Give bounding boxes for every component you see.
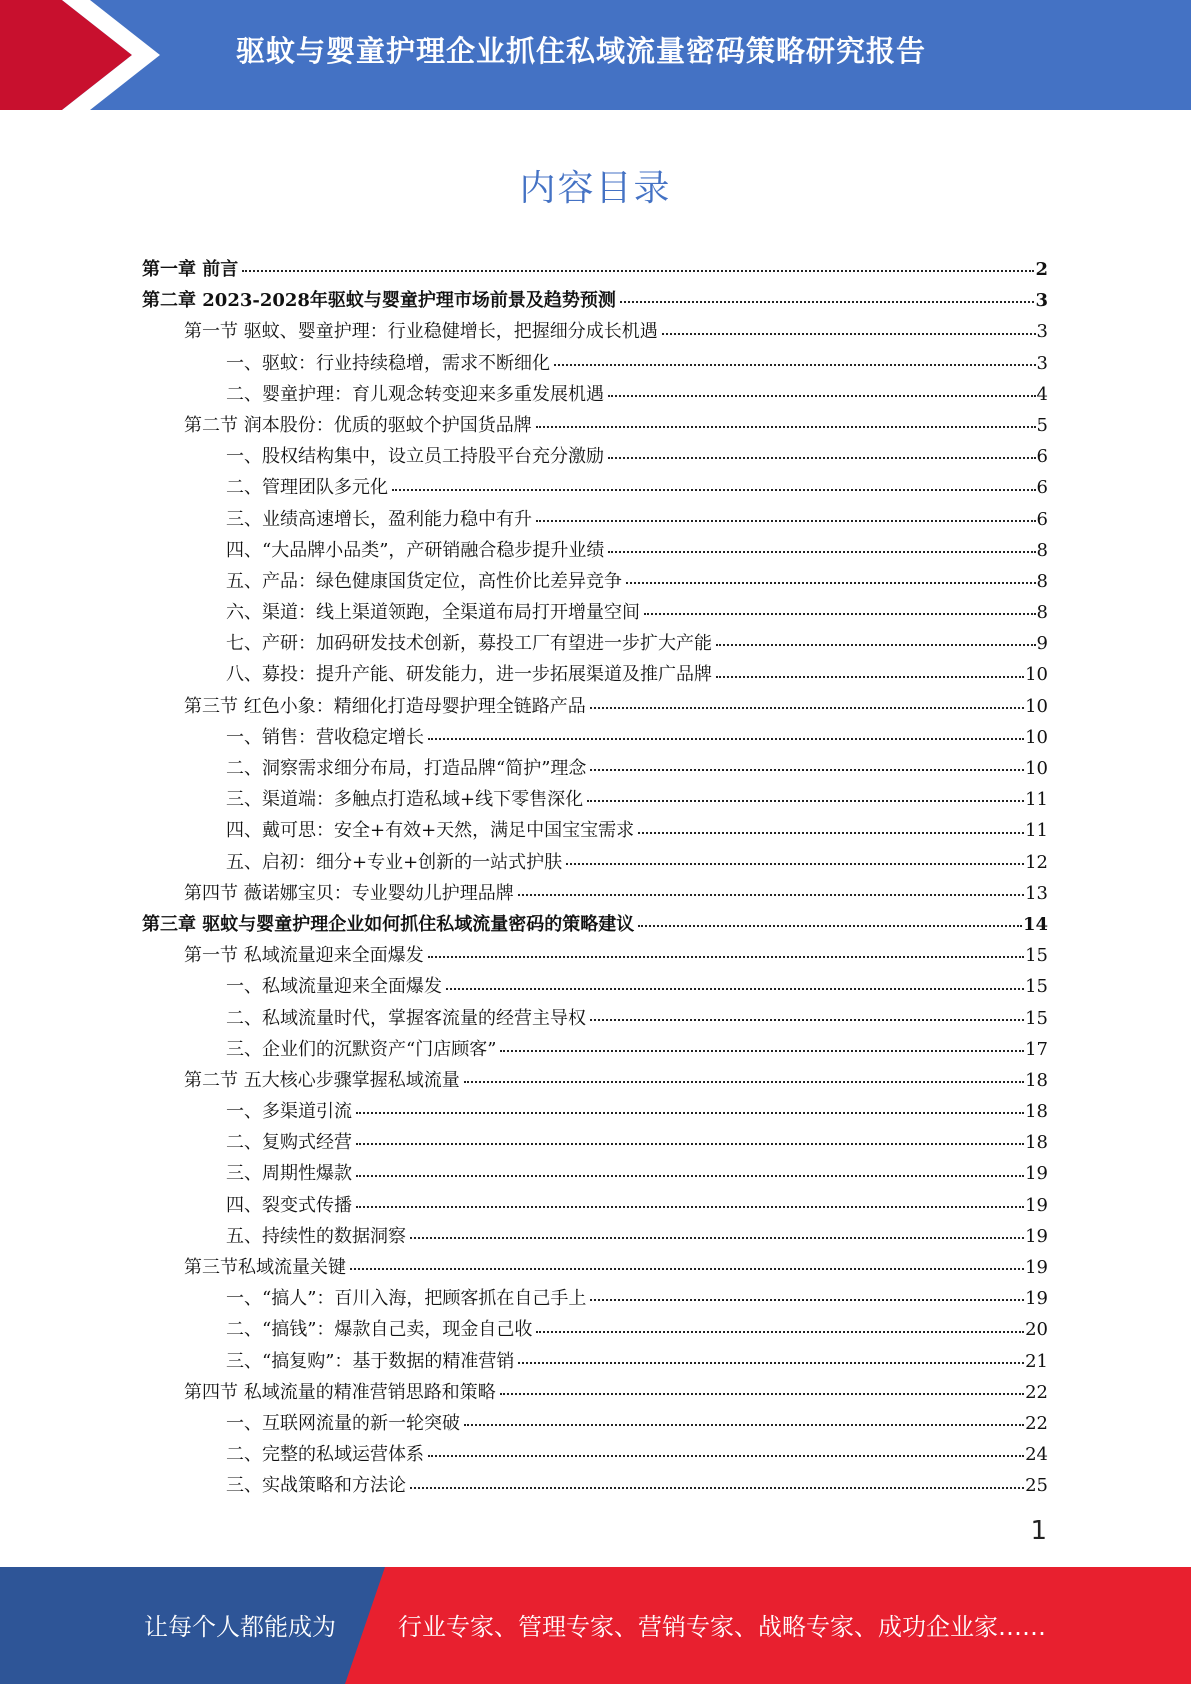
toc-entry-page: 20: [1025, 1319, 1048, 1341]
toc-entry-title: 三、实战策略和方法论: [226, 1475, 406, 1497]
report-title: 驱蚊与婴童护理企业抓住私域流量密码策略研究报告: [236, 34, 927, 68]
toc-entry-page: 22: [1025, 1381, 1048, 1403]
toc-entry[interactable]: [142, 753, 1048, 784]
toc-entry-page: 5: [1036, 414, 1048, 436]
toc-leader-dots: [644, 613, 1036, 615]
toc-entry-title: 二、私域流量时代，掌握客流量的经营主导权: [226, 1007, 586, 1029]
toc-leader-dots: [356, 1112, 1024, 1114]
toc-leader-dots: [536, 520, 1036, 522]
toc-entry-page: 11: [1025, 820, 1048, 842]
toc-leader-dots: [590, 707, 1024, 709]
toc-leader-dots: [356, 1143, 1024, 1145]
toc-entry-page: 19: [1025, 1257, 1048, 1278]
toc-entry-title: 七、产研：加码研发技术创新，募投工厂有望进一步扩大产能: [226, 633, 712, 655]
toc-leader-dots: [356, 1175, 1024, 1177]
toc-leader-dots: [590, 1019, 1024, 1021]
toc-entry[interactable]: [142, 1377, 1048, 1408]
toc-leader-dots: [410, 1237, 1024, 1239]
toc-entry-title: 第二章 2023-2028年驱蚊与婴童护理市场前景及趋势预测: [142, 290, 616, 312]
footer-slogan-left: 让每个人都能成为: [144, 1613, 336, 1641]
toc-entry-title: 二、婴童护理：育儿观念转变迎来多重发展机遇: [226, 383, 604, 405]
toc-entry[interactable]: [142, 659, 1048, 690]
toc-entry-title: 一、驱蚊：行业持续稳增，需求不断细化: [226, 352, 550, 374]
toc-entry-title: 第一节 私域流量迎来全面爆发: [184, 945, 424, 967]
toc-entry-title: 一、多渠道引流: [226, 1101, 352, 1123]
toc-leader-dots: [500, 1393, 1024, 1395]
toc-entry-page: 17: [1025, 1038, 1048, 1060]
toc-entry-title: 第一节 驱蚊、婴童护理：行业稳健增长，把握细分成长机遇: [184, 321, 658, 343]
toc-leader-dots: [356, 1206, 1024, 1208]
toc-entry-page: 21: [1025, 1350, 1048, 1372]
toc-entry-title: 二、洞察需求细分布局，打造品牌“简护”理念: [226, 758, 587, 779]
toc-entry[interactable]: [142, 878, 1048, 909]
toc-leader-dots: [500, 1050, 1024, 1052]
toc-entry-title: 二、完整的私域运营体系: [226, 1444, 424, 1466]
toc-entry-page: 3: [1036, 321, 1048, 343]
toc-leader-dots: [620, 301, 1035, 303]
toc-entry[interactable]: [142, 628, 1048, 659]
toc-entry[interactable]: [142, 1408, 1048, 1439]
toc-entry-title: 六、渠道：线上渠道领跑，全渠道布局打开增量空间: [226, 602, 640, 624]
toc-entry-title: 一、私域流量迎来全面爆发: [226, 976, 442, 998]
toc-leader-dots: [536, 426, 1036, 428]
toc-entry-title: 五、启初：细分+专业+创新的一站式护肤: [226, 851, 563, 873]
toc-leader-dots: [716, 644, 1036, 646]
toc-entry[interactable]: [142, 784, 1048, 815]
header-arrow-decoration: [0, 0, 160, 110]
toc-entry-page: 10: [1025, 758, 1048, 779]
toc-entry-title: 二、管理团队多元化: [226, 477, 388, 499]
toc-entry-title: 三、“搞复购”：基于数据的精准营销: [226, 1350, 515, 1372]
toc-entry-title: 第三节 红色小象：精细化打造母婴护理全链路产品: [184, 695, 586, 717]
toc-entry[interactable]: [142, 1158, 1048, 1189]
toc-entry-title: 四、裂变式传播: [226, 1194, 352, 1216]
toc-entry[interactable]: [142, 815, 1048, 846]
toc-entry[interactable]: [142, 1221, 1048, 1252]
toc-entry-page: 8: [1036, 602, 1048, 624]
toc-leader-dots: [428, 1455, 1024, 1457]
toc-entry-page: 19: [1025, 1225, 1048, 1247]
toc-leader-dots: [518, 894, 1024, 896]
toc-leader-dots: [638, 925, 1022, 927]
toc-entry-title: 四、戴可思：安全+有效+天然，满足中国宝宝需求: [226, 820, 635, 842]
toc-entry-page: 22: [1025, 1412, 1048, 1434]
table-of-contents: [142, 254, 1048, 1502]
toc-entry[interactable]: [142, 909, 1048, 940]
page-number: 1: [1030, 1516, 1047, 1546]
toc-entry[interactable]: [142, 971, 1048, 1002]
toc-entry-page: 3: [1035, 290, 1048, 312]
toc-leader-dots: [608, 395, 1036, 397]
toc-entry-page: 6: [1036, 508, 1048, 530]
toc-entry-title: 一、股权结构集中，设立员工持股平台充分激励: [226, 446, 604, 468]
toc-entry-page: 19: [1025, 1288, 1048, 1310]
toc-entry-page: 10: [1025, 695, 1048, 717]
toc-entry-title: 一、“搞人”：百川入海，把顾客抓在自己手上: [226, 1288, 587, 1310]
toc-leader-dots: [350, 1268, 1024, 1270]
toc-entry-page: 12: [1025, 851, 1048, 873]
toc-entry[interactable]: [142, 1190, 1048, 1221]
toc-entry[interactable]: [142, 441, 1048, 472]
toc-entry[interactable]: [142, 285, 1048, 316]
toc-entry[interactable]: [142, 410, 1048, 441]
toc-entry-title: 第一章 前言: [142, 259, 239, 280]
footer-banner: [0, 1567, 1191, 1684]
toc-entry-title: 第二节 五大核心步骤掌握私域流量: [184, 1069, 460, 1091]
toc-entry-page: 6: [1036, 446, 1048, 468]
toc-entry-page: 9: [1036, 633, 1048, 655]
toc-entry-page: 11: [1025, 789, 1048, 811]
toc-entry-title: 五、持续性的数据洞察: [226, 1225, 406, 1247]
toc-entry-title: 第二节 润本股份：优质的驱蚊个护国货品牌: [184, 414, 532, 436]
toc-entry-page: 8: [1036, 539, 1048, 561]
toc-entry-page: 3: [1036, 352, 1048, 374]
toc-leader-dots: [392, 489, 1036, 491]
toc-leader-dots: [662, 333, 1036, 335]
toc-entry-page: 4: [1036, 383, 1048, 405]
toc-entry[interactable]: [142, 504, 1048, 535]
toc-leader-dots: [410, 1487, 1024, 1489]
toc-entry-title: 第四节 私域流量的精准营销思路和策略: [184, 1381, 496, 1403]
toc-entry-title: 三、业绩高速增长，盈利能力稳中有升: [226, 508, 532, 530]
toc-entry-page: 18: [1025, 1101, 1048, 1123]
header-bar: [0, 0, 1191, 110]
toc-leader-dots: [242, 270, 1034, 272]
toc-entry[interactable]: [142, 1470, 1048, 1501]
toc-leader-dots: [554, 364, 1036, 366]
toc-entry-title: 一、销售：营收稳定增长: [226, 726, 424, 748]
toc-entry[interactable]: [142, 1439, 1048, 1470]
toc-entry[interactable]: [142, 1065, 1048, 1096]
toc-entry-title: 三、企业们的沉默资产“门店顾客”: [226, 1038, 497, 1060]
toc-entry-page: 18: [1025, 1069, 1048, 1091]
toc-leader-dots: [464, 1081, 1024, 1083]
toc-leader-dots: [638, 832, 1024, 834]
toc-entry-title: 一、互联网流量的新一轮突破: [226, 1412, 460, 1434]
toc-entry[interactable]: [142, 316, 1048, 347]
toc-entry-page: 19: [1025, 1194, 1048, 1216]
toc-entry-page: 25: [1025, 1475, 1048, 1497]
toc-entry[interactable]: [142, 1127, 1048, 1158]
toc-entry-page: 15: [1025, 1007, 1048, 1029]
toc-entry-title: 第三章 驱蚊与婴童护理企业如何抓住私域流量密码的策略建议: [142, 913, 635, 935]
toc-leader-dots: [587, 800, 1024, 802]
toc-entry-page: 2: [1035, 259, 1048, 280]
toc-leader-dots: [428, 738, 1024, 740]
toc-entry-page: 15: [1025, 945, 1048, 967]
toc-entry[interactable]: [142, 1003, 1048, 1034]
toc-entry-title: 第三节私域流量关键: [184, 1257, 346, 1278]
toc-entry-title: 二、复购式经营: [226, 1132, 352, 1154]
toc-entry[interactable]: [142, 691, 1048, 722]
toc-leader-dots: [464, 1424, 1024, 1426]
toc-entry-page: 10: [1025, 726, 1048, 748]
toc-entry-title: 八、募投：提升产能、研发能力，进一步拓展渠道及推广品牌: [226, 664, 712, 686]
toc-entry[interactable]: [142, 1096, 1048, 1127]
toc-entry[interactable]: [142, 379, 1048, 410]
toc-entry-page: 24: [1025, 1444, 1048, 1466]
toc-entry-title: 五、产品：绿色健康国货定位，高性价比差异竞争: [226, 570, 622, 592]
toc-entry-page: 6: [1036, 477, 1048, 499]
toc-entry[interactable]: [142, 566, 1048, 597]
toc-heading: 内容目录: [519, 168, 672, 209]
toc-leader-dots: [626, 582, 1036, 584]
toc-leader-dots: [608, 457, 1036, 459]
toc-entry-title: 第四节 薇诺娜宝贝：专业婴幼儿护理品牌: [184, 882, 514, 904]
toc-entry-title: 三、周期性爆款: [226, 1163, 352, 1185]
toc-entry-page: 14: [1022, 913, 1048, 935]
toc-entry[interactable]: [142, 597, 1048, 628]
toc-entry-page: 18: [1025, 1132, 1048, 1154]
toc-entry[interactable]: [142, 535, 1048, 566]
toc-leader-dots: [716, 676, 1024, 678]
toc-entry[interactable]: [142, 847, 1048, 878]
toc-leader-dots: [518, 1362, 1024, 1364]
toc-entry[interactable]: [142, 940, 1048, 971]
toc-entry-title: 四、“大品牌小品类”，产研销融合稳步提升业绩: [226, 539, 605, 561]
toc-entry[interactable]: [142, 1252, 1048, 1283]
toc-entry-page: 8: [1036, 570, 1048, 592]
toc-leader-dots: [428, 956, 1024, 958]
toc-entry[interactable]: [142, 1283, 1048, 1314]
toc-leader-dots: [566, 863, 1024, 865]
toc-entry-title: 二、“搞钱”：爆款自己卖，现金自己收: [226, 1319, 533, 1341]
toc-entry-title: 三、渠道端：多触点打造私域+线下零售深化: [226, 789, 584, 811]
toc-entry-page: 10: [1025, 664, 1048, 686]
toc-entry[interactable]: [142, 1314, 1048, 1345]
footer-slogan-right: 行业专家、管理专家、营销专家、战略专家、成功企业家……: [398, 1613, 1046, 1641]
toc-entry-page: 13: [1025, 882, 1048, 904]
toc-entry[interactable]: [142, 348, 1048, 379]
toc-entry[interactable]: [142, 1034, 1048, 1065]
toc-leader-dots: [608, 551, 1035, 553]
toc-entry[interactable]: [142, 254, 1048, 285]
toc-entry[interactable]: [142, 722, 1048, 753]
toc-leader-dots: [590, 769, 1024, 771]
toc-leader-dots: [446, 988, 1024, 990]
toc-leader-dots: [590, 1299, 1024, 1301]
toc-entry-page: 19: [1025, 1163, 1048, 1185]
toc-entry[interactable]: [142, 472, 1048, 503]
toc-entry-page: 15: [1025, 976, 1048, 998]
toc-leader-dots: [536, 1331, 1024, 1333]
toc-entry[interactable]: [142, 1346, 1048, 1377]
